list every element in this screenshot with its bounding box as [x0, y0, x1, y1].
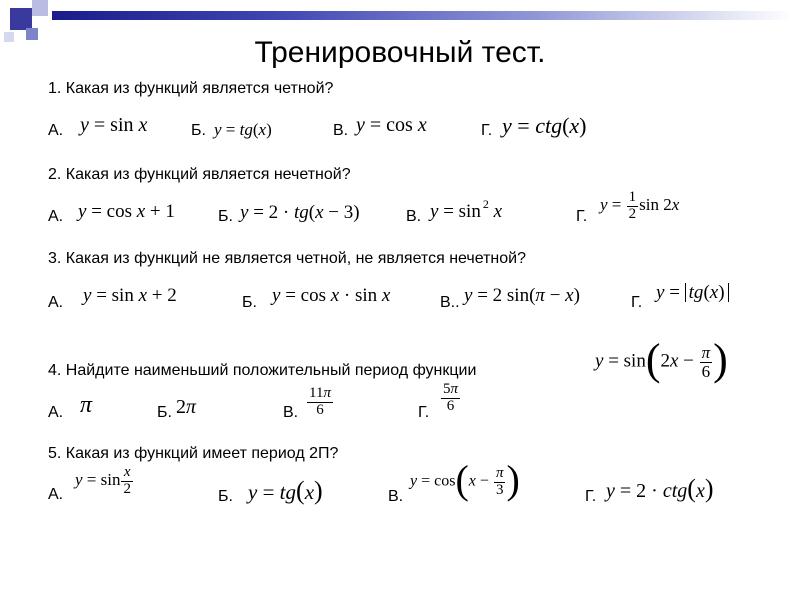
q3-formula-v: y = 2 sin(π − x) — [464, 285, 580, 306]
q5-label-a: А. — [48, 486, 64, 503]
q5-formula-a: y = sin $\frac{x}{2}$ — [75, 464, 131, 497]
q1-formula-g: y = ctg(x) — [502, 113, 587, 138]
q5-formula-v: y = cos(x − $\frac{\pi}{3}$ ) — [410, 457, 520, 502]
q4-answer-g: $\frac{5\pi}{6}$ — [443, 381, 459, 414]
q4-label-b: Б. — [157, 404, 172, 421]
q3-formula-a: y = sin x + 2 — [83, 285, 177, 306]
q3-formula-g: y = tg(x) — [656, 283, 729, 302]
q2-label-v: В. — [406, 208, 422, 225]
q2-formula-v: y = sin $^2$ x — [430, 197, 503, 222]
q4-answer-a: π — [80, 392, 93, 418]
q1-formula-v: y = cos x — [356, 114, 427, 136]
q1-label-g: Г. — [481, 122, 493, 139]
q3-label-a: А. — [48, 294, 64, 311]
q5-label-v: В. — [388, 488, 404, 505]
q4-label-a: А. — [48, 404, 64, 421]
q3-label-v: В.. — [440, 294, 460, 311]
question-1: 1. Какая из функций является четной? — [48, 80, 334, 97]
q2-formula-a: y = cos x + 1 — [78, 201, 175, 222]
slide-title: Тренировочный тест. — [254, 36, 546, 69]
question-5: 5. Какая из функций имеет период 2П? — [48, 445, 339, 462]
q4-answer-b: 2π — [176, 396, 197, 418]
q2-formula-b: y = 2 · tg(x − 3) — [240, 202, 360, 223]
q4-function-formula: y = sin(2x − $\frac{\pi}{6}$ ) — [595, 335, 728, 384]
q4-label-v: В. — [283, 404, 299, 421]
q1-label-v: В. — [333, 122, 349, 139]
q3-label-b: Б. — [242, 294, 257, 311]
q2-formula-g: y = $\frac{1}{2}$ sin 2x — [600, 189, 680, 222]
q1-label-b: Б. — [191, 122, 206, 139]
q1-formula-b: y = tg(x) — [214, 120, 272, 139]
q1-label-a: А. — [48, 122, 64, 139]
q2-label-g: Г. — [576, 208, 588, 225]
q5-label-b: Б. — [218, 488, 233, 505]
q3-formula-b: y = cos x · sin x — [272, 285, 391, 306]
q4-label-g: Г. — [418, 404, 430, 421]
corner-square-dark — [10, 8, 32, 30]
q4-answer-v: $\frac{11\pi}{6}$ — [309, 385, 331, 418]
q5-formula-b: y = tg(x) — [248, 476, 323, 505]
q1-formula-a: y = sin x — [80, 114, 148, 136]
question-4: 4. Найдите наименьший положительный период функции — [48, 362, 477, 379]
q5-formula-g: y = 2 · ctg(x) — [606, 474, 714, 503]
q5-label-g: Г. — [585, 488, 597, 505]
q2-label-a: А. — [48, 208, 64, 225]
q3-label-g: Г. — [631, 294, 643, 311]
question-3: 3. Какая из функций не является четной, не является нечетной? — [48, 250, 526, 267]
corner-square-light — [32, 0, 48, 16]
question-2: 2. Какая из функций является нечетной? — [48, 166, 351, 183]
header-gradient-bar — [52, 11, 792, 20]
q2-label-b: Б. — [218, 208, 233, 225]
